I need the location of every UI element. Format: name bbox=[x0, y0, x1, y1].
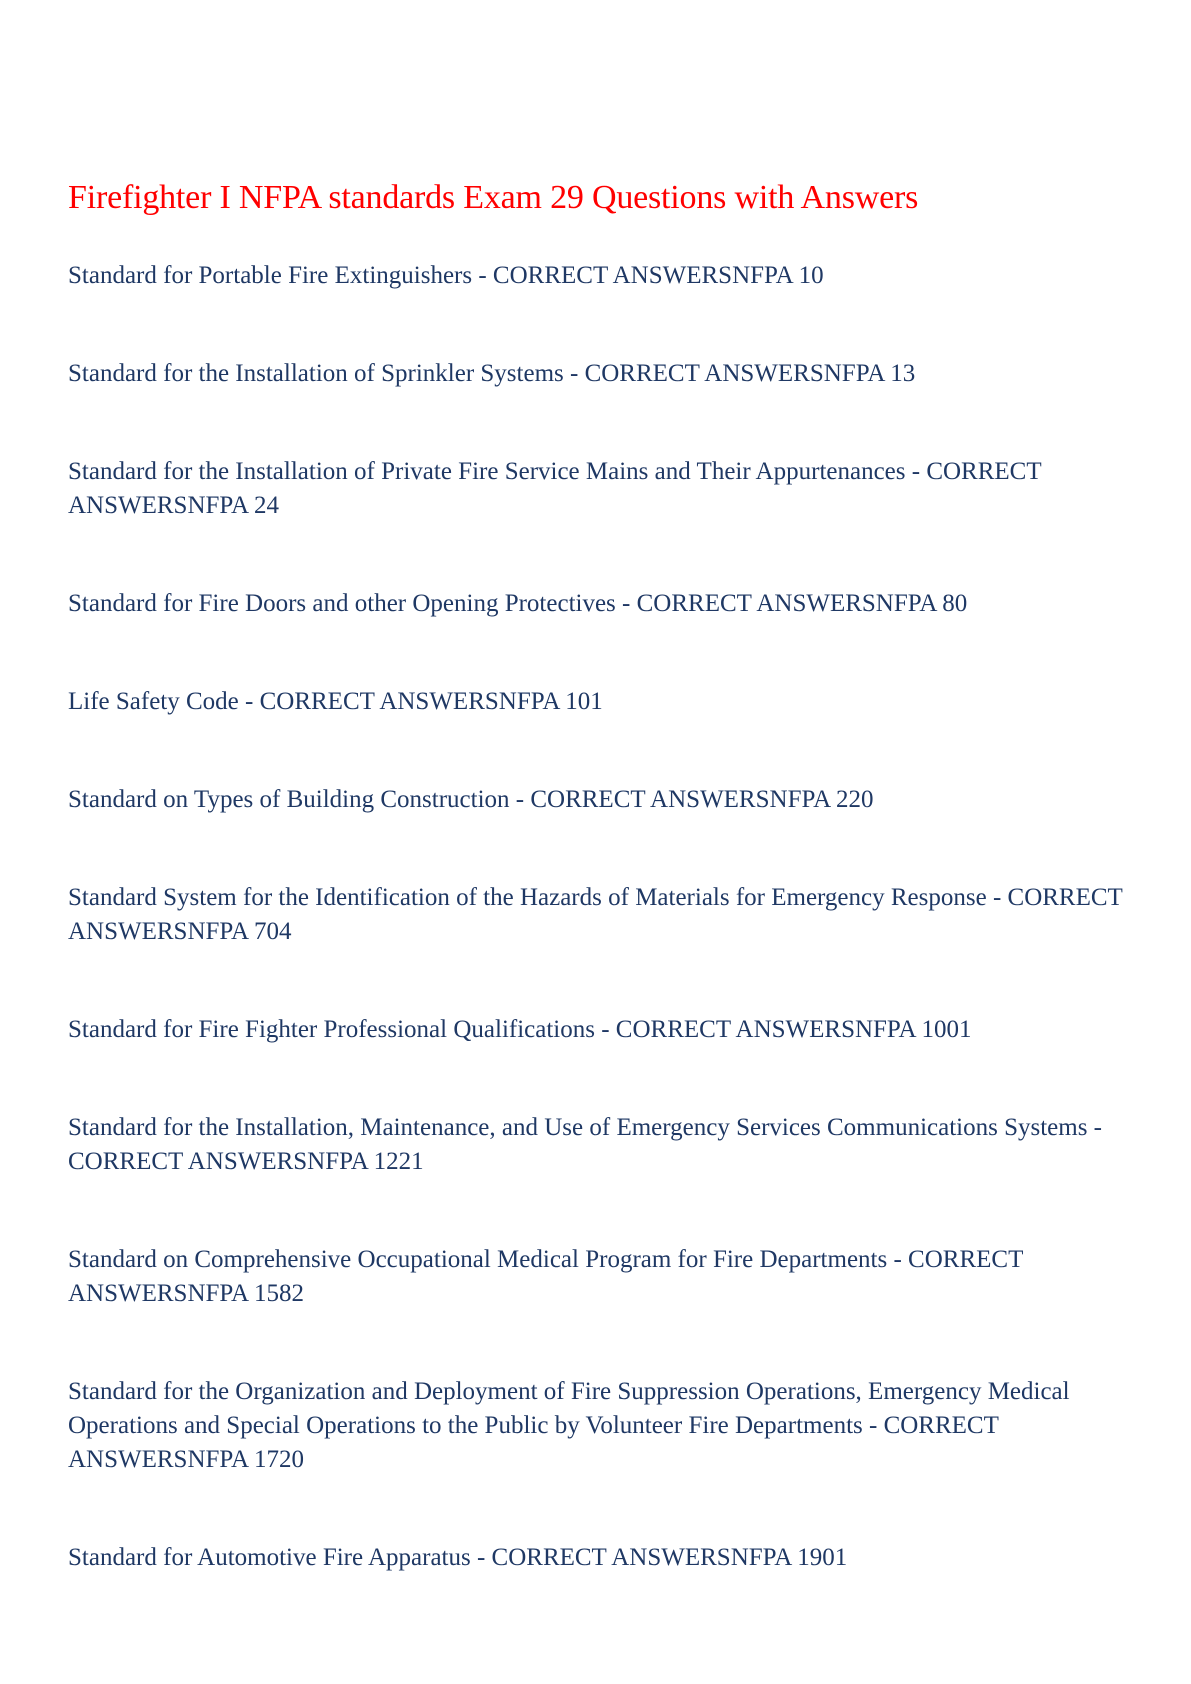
qa-item: Standard for Automotive Fire Apparatus - CORRECT ANSWERSNFPA 1901 bbox=[68, 1544, 848, 1571]
qa-item: Standard for Portable Fire Extinguishers - CORRECT ANSWERSNFPA 10 bbox=[68, 262, 824, 289]
qa-item: Standard for Fire Doors and other Opening Protectives - CORRECT ANSWERSNFPA 80 bbox=[68, 590, 968, 617]
qa-item: Standard for the Installation of Private Fire Service Mains and Their Appurtenances - CORRECT ANSWERSNFPA 24 bbox=[68, 458, 1042, 519]
qa-item: Life Safety Code - CORRECT ANSWERSNFPA 101 bbox=[68, 688, 603, 715]
qa-item: Standard on Types of Building Construction - CORRECT ANSWERSNFPA 220 bbox=[68, 786, 874, 813]
qa-item: Standard for the Installation, Maintenance, and Use of Emergency Services Communications Systems - CORRECT ANSWERSNFPA 1221 bbox=[68, 1114, 1103, 1175]
qa-item: Standard System for the Identification of the Hazards of Materials for Emergency Response - CORRECT ANSWERSNFPA 704 bbox=[68, 884, 1123, 945]
document-title: Firefighter I NFPA standards Exam 29 Questions with Answers bbox=[68, 179, 919, 216]
qa-item: Standard for Fire Fighter Professional Qualifications - CORRECT ANSWERSNFPA 1001 bbox=[68, 1016, 972, 1043]
qa-item: Standard for the Organization and Deployment of Fire Suppression Operations, Emergency Medical Operations and Special Operations to the Public by Volunteer Fire Departments - CORRECT ANSWERSNFPA 1720 bbox=[68, 1378, 1070, 1473]
qa-list bbox=[68, 259, 1131, 1575]
qa-item: Standard for the Installation of Sprinkler Systems - CORRECT ANSWERSNFPA 13 bbox=[68, 360, 916, 387]
qa-item: Standard on Comprehensive Occupational Medical Program for Fire Departments - CORRECT ANSWERSNFPA 1582 bbox=[68, 1246, 1023, 1307]
